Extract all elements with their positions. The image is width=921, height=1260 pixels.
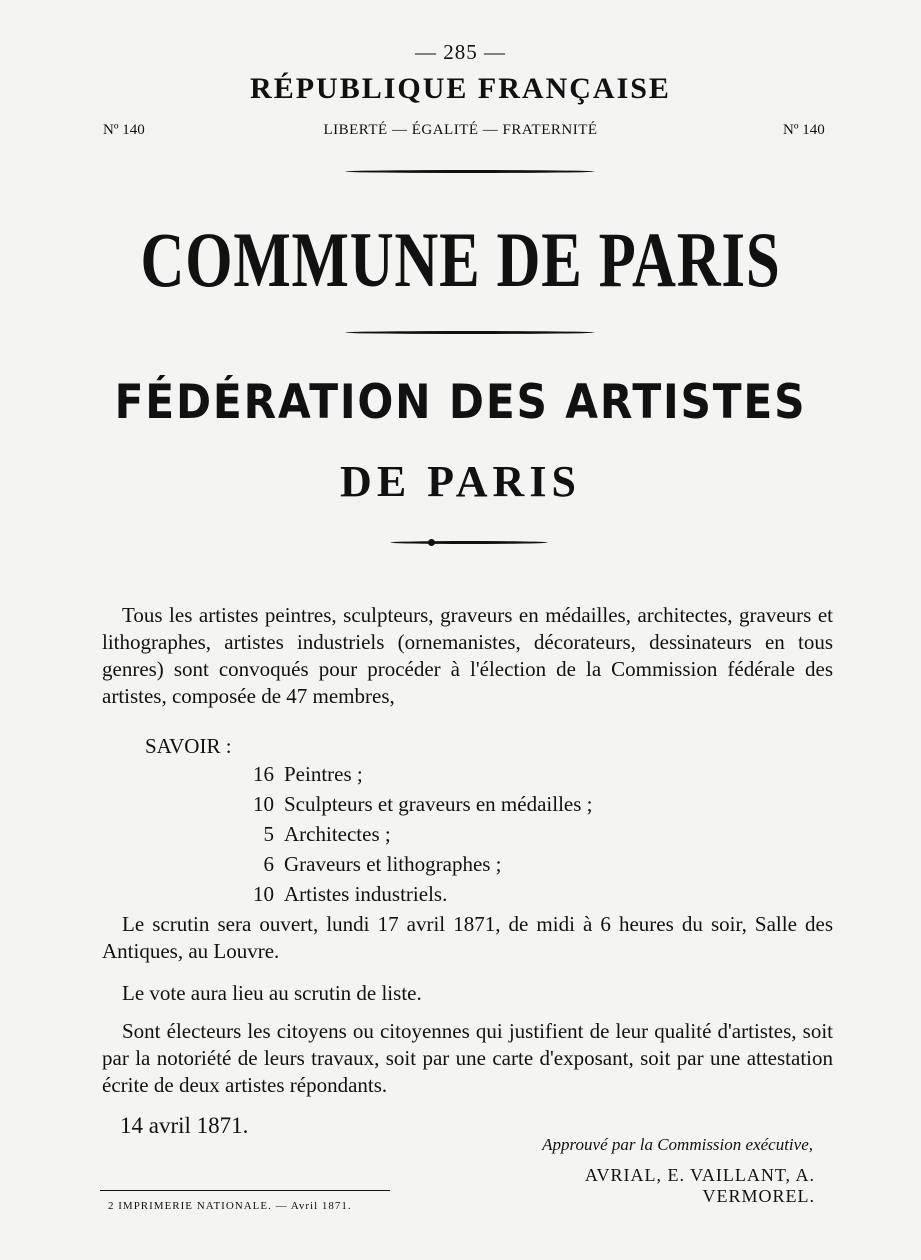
list-item bbox=[244, 849, 764, 879]
vote-paragraph: Le vote aura lieu au scrutin de liste. bbox=[122, 981, 422, 1005]
electeurs-paragraph: Sont électeurs les citoyens ou citoyennes qui justifient de leur qualité d'artistes, soit par la notoriété de leurs travaux, soit par une carte d'exposant, soit par une attestation écrite de deux artistes répondants. bbox=[102, 1019, 833, 1097]
page-title: COMMUNE DE PARIS bbox=[140, 216, 781, 303]
list-item bbox=[244, 759, 764, 789]
poster-number-right: Nº 140 bbox=[783, 122, 825, 138]
printer-line: 2 IMPRIMERIE NATIONALE. — Avril 1871. bbox=[108, 1200, 352, 1212]
divider-ornament bbox=[390, 541, 548, 544]
federation-title: FÉDÉRATION DES ARTISTES bbox=[114, 375, 807, 430]
list-item-count: 16 bbox=[253, 762, 274, 786]
divider-top bbox=[345, 170, 595, 173]
poster-number-left: Nº 140 bbox=[103, 122, 145, 138]
divider-middle bbox=[345, 331, 595, 334]
list-item-label: Peintres ; bbox=[284, 762, 363, 786]
list-item-count: 10 bbox=[253, 882, 274, 906]
list-item-count: 6 bbox=[263, 852, 274, 876]
list-item-label: Graveurs et lithographes ; bbox=[284, 852, 502, 876]
footer-divider bbox=[100, 1190, 390, 1191]
list-item-count: 5 bbox=[263, 822, 274, 846]
issue-date: 14 avril 1871. bbox=[120, 1113, 249, 1138]
list-item bbox=[244, 879, 764, 909]
list-item-label: Artistes industriels. bbox=[284, 882, 448, 906]
list-item-count: 10 bbox=[253, 792, 274, 816]
motto: LIBERTÉ — ÉGALITÉ — FRATERNITÉ bbox=[323, 122, 598, 138]
list-item-label: Architectes ; bbox=[284, 822, 391, 846]
federation-subtitle: DE PARIS bbox=[340, 457, 581, 506]
republic-heading: RÉPUBLIQUE FRANÇAISE bbox=[250, 72, 671, 105]
list-item bbox=[244, 819, 764, 849]
scrutin-paragraph: Le scrutin sera ouvert, lundi 17 avril 1871, de midi à 6 heures du soir, Salle des Antiques, au Louvre. bbox=[102, 912, 833, 963]
list-item bbox=[244, 789, 764, 819]
membership-list bbox=[244, 759, 764, 909]
intro-paragraph: Tous les artistes peintres, sculpteurs, graveurs en médailles, architectes, graveurs et lithographes, artistes industriels (ornemanistes, décorateurs, dessinateurs en tous genres) sont convoqués pour procéder à l'élection de la Commission fédérale des artistes, composée de 47 membres, bbox=[102, 603, 833, 708]
savoir-label: SAVOIR : bbox=[145, 734, 232, 758]
page-number: — 285 — bbox=[415, 40, 506, 64]
list-item-label: Sculpteurs et graveurs en médailles ; bbox=[284, 792, 593, 816]
signatures: AVRIAL, E. VAILLANT, A. VERMOREL. bbox=[584, 1165, 815, 1206]
approval-line: Approuvé par la Commission exécutive, bbox=[542, 1135, 813, 1154]
